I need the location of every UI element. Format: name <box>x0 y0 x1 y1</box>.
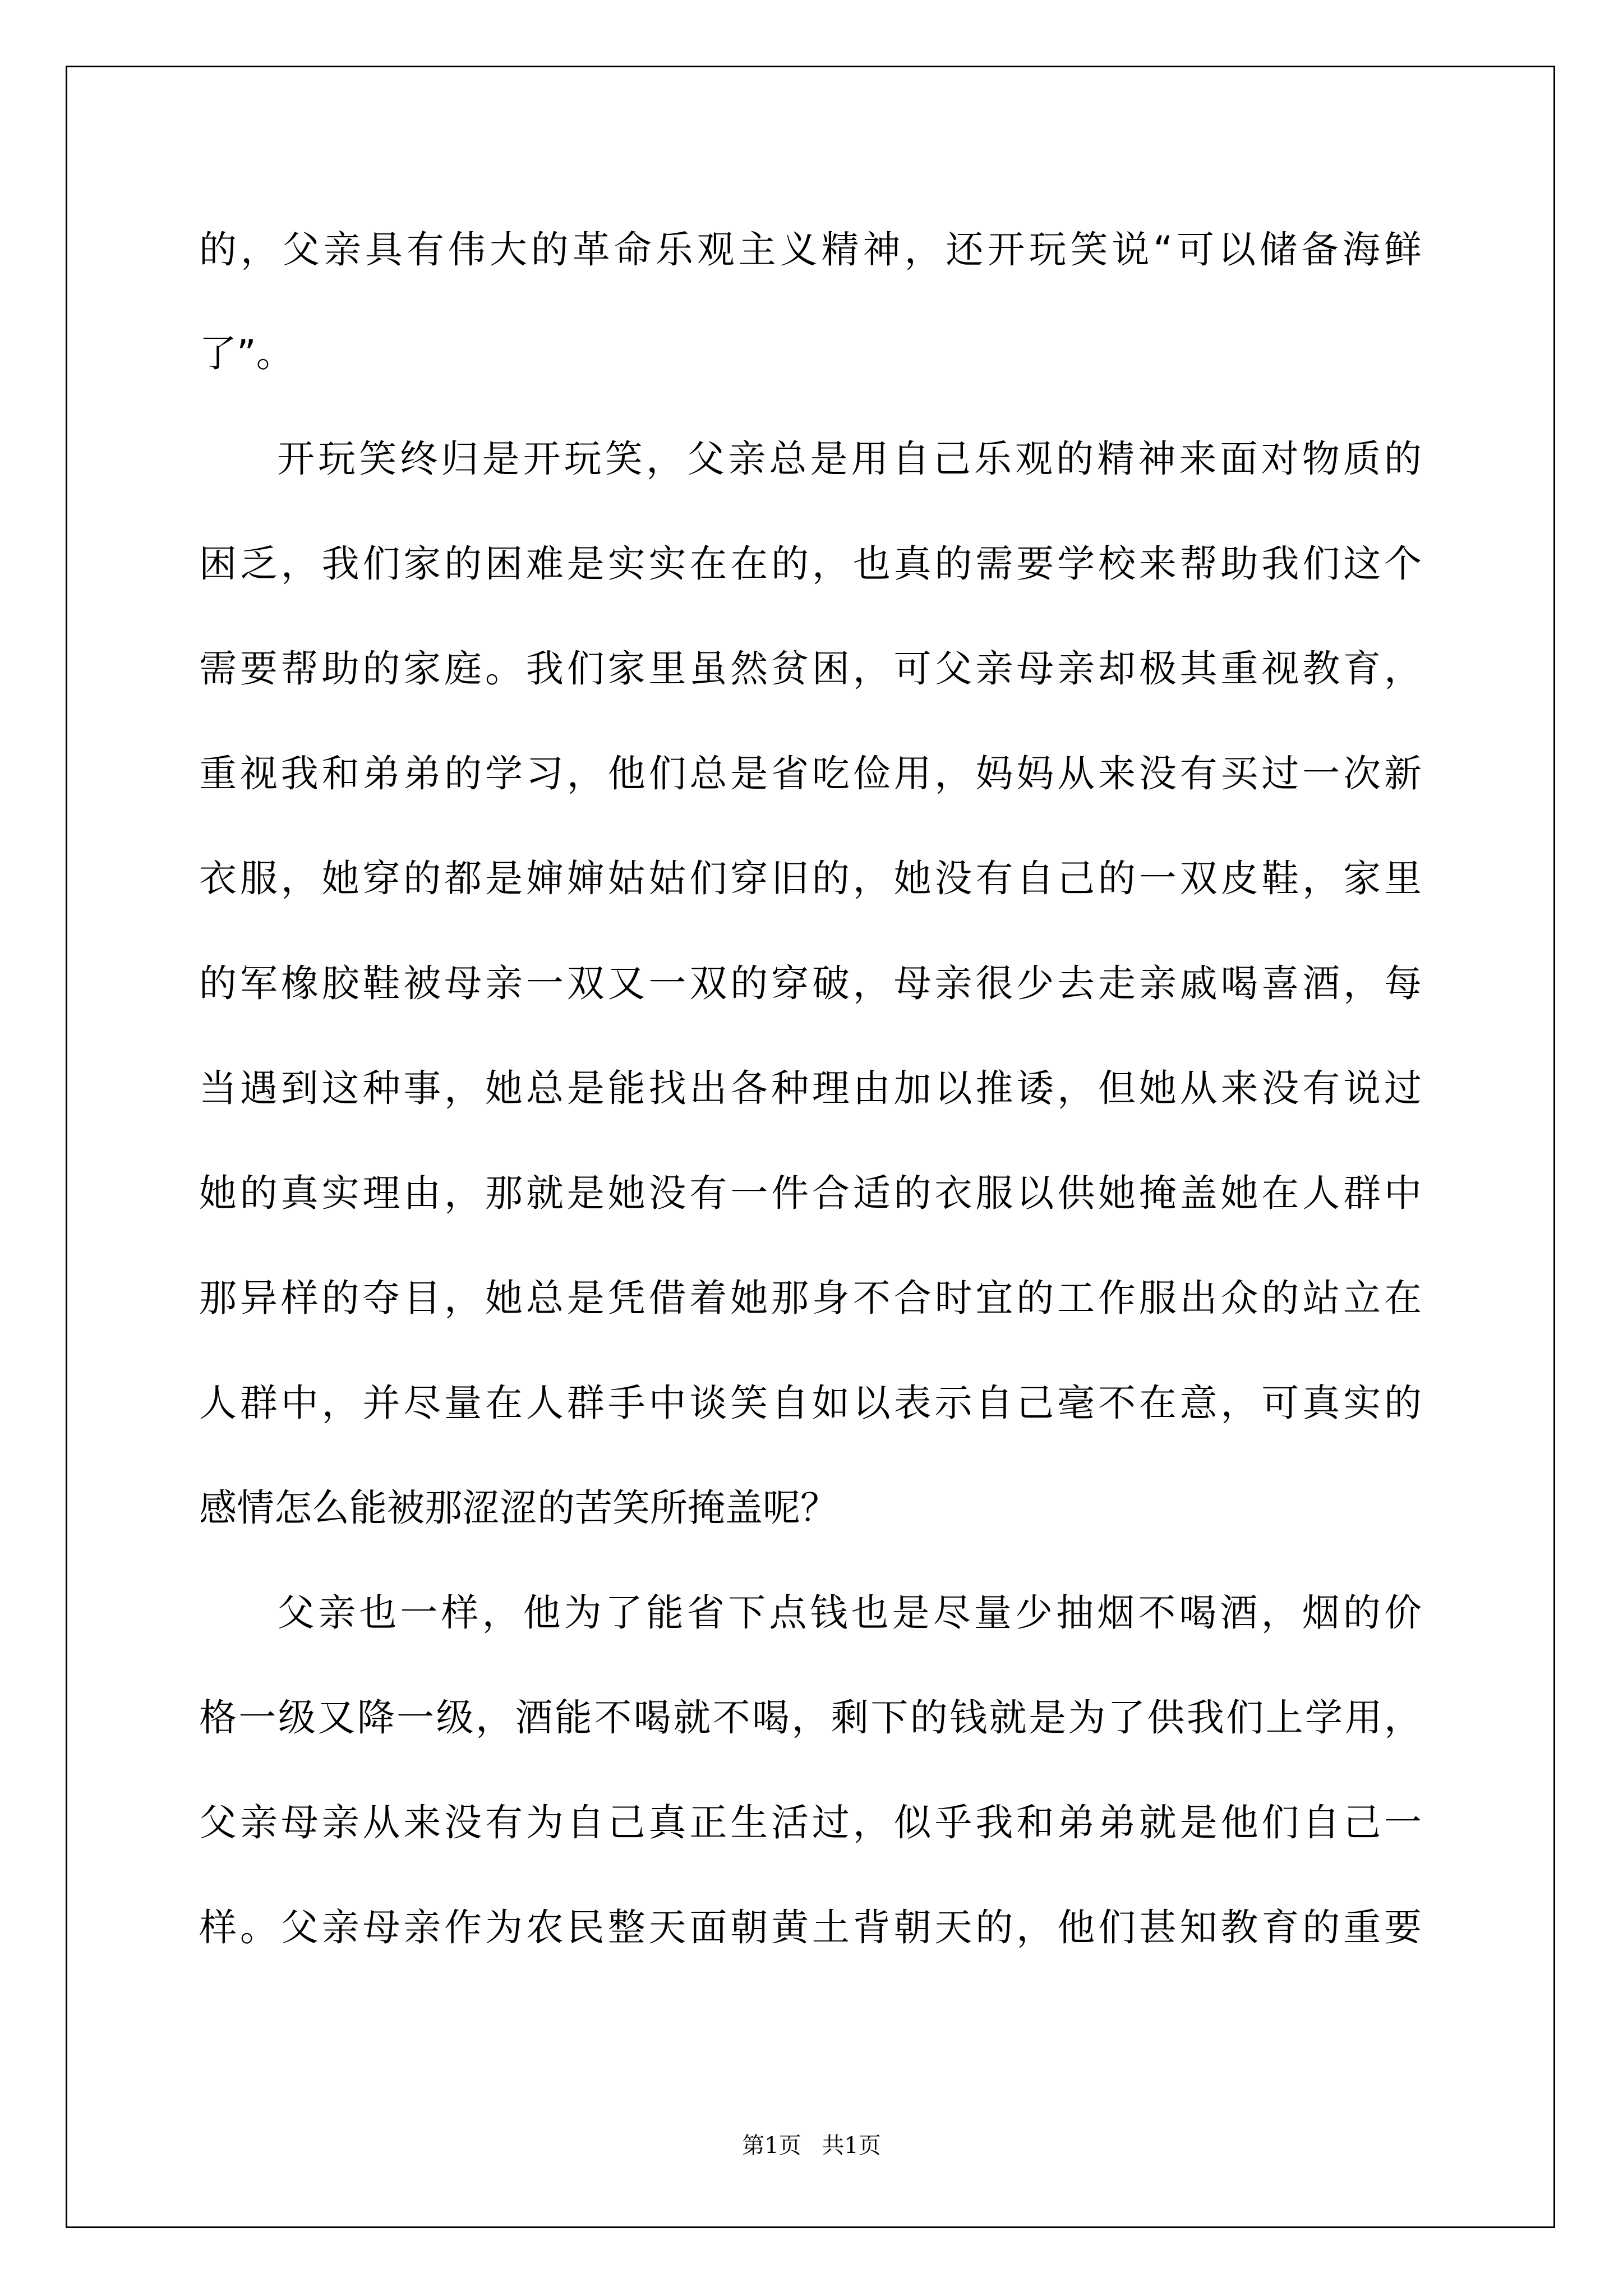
text-line: 了”。 <box>199 332 294 375</box>
text-line: 父亲母亲从来没有为自己真正生活过，似乎我和弟弟就是他们自己一 <box>199 1801 1422 1844</box>
text-line: 样。父亲母亲作为农民整天面朝黄土背朝天的，他们甚知教育的重要 <box>199 1906 1422 1949</box>
text-line: 衣服，她穿的都是婶婶姑姑们穿旧的，她没有自己的一双皮鞋，家里 <box>199 857 1422 900</box>
text-line: 重视我和弟弟的学习，他们总是省吃俭用，妈妈从来没有买过一次新 <box>199 752 1422 795</box>
page-total: 共1页 <box>822 2133 881 2159</box>
page-footer <box>0 2132 1623 2160</box>
paragraph-start-line: 开玩笑终归是开玩笑，父亲总是用自己乐观的精神来面对物质的 <box>277 437 1422 481</box>
text-line: 需要帮助的家庭。我们家里虽然贫困，可父亲母亲却极其重视教育， <box>199 647 1422 691</box>
text-line: 的军橡胶鞋被母亲一双又一双的穿破，母亲很少去走亲戚喝喜酒，每 <box>199 961 1422 1005</box>
text-line: 那异样的夺目，她总是凭借着她那身不合时宜的工作服出众的站立在 <box>199 1276 1422 1320</box>
text-line: 格一级又降一级，酒能不喝就不喝，剩下的钱就是为了供我们上学用， <box>199 1696 1422 1740</box>
page-number: 第1页 <box>742 2133 801 2159</box>
paragraph-start-line: 父亲也一样，他为了能省下点钱也是尽量少抽烟不喝酒，烟的价 <box>277 1591 1422 1635</box>
text-line: 感情怎么能被那涩涩的苦笑所掩盖呢？ <box>199 1486 838 1530</box>
text-line: 人群中，并尽量在人群手中谈笑自如以表示自己毫不在意，可真实的 <box>199 1381 1422 1425</box>
page-border <box>66 66 1555 2228</box>
text-line: 的，父亲具有伟大的革命乐观主义精神，还开玩笑说“可以储备海鲜 <box>199 228 1422 272</box>
text-line: 当遇到这种事，她总是能找出各种理由加以推诿，但她从来没有说过 <box>199 1066 1422 1110</box>
text-line: 她的真实理由，那就是她没有一件合适的衣服以供她掩盖她在人群中 <box>199 1171 1422 1215</box>
text-line: 困乏，我们家的困难是实实在在的，也真的需要学校来帮助我们这个 <box>199 542 1422 586</box>
